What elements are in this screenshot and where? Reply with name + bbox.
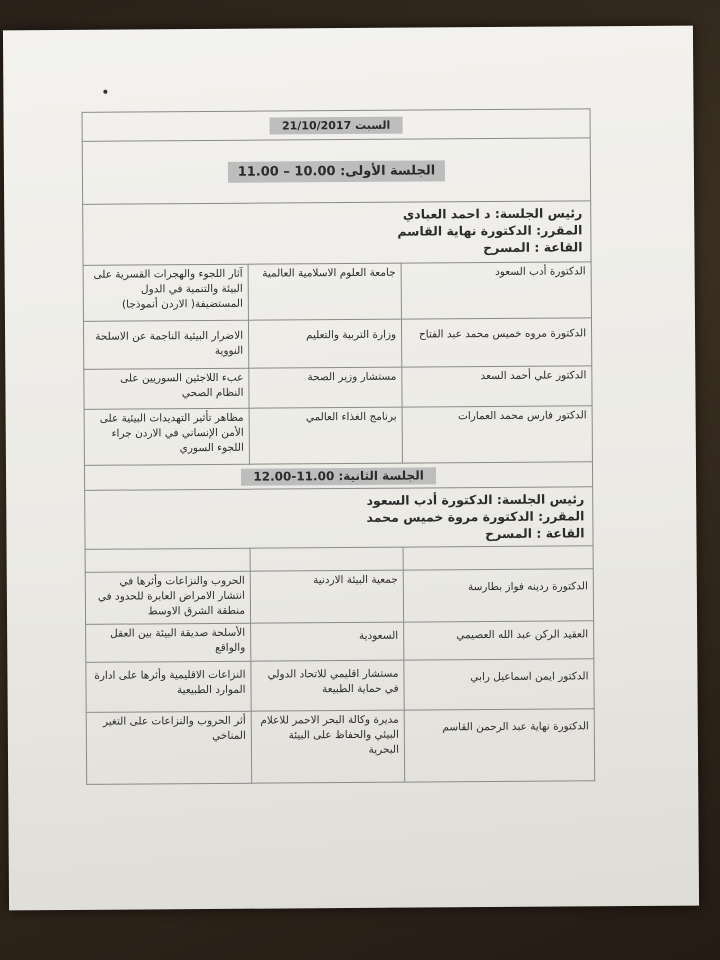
ink-dot bbox=[103, 90, 107, 94]
speaker-name: الدكتور فارس محمد العمارات bbox=[402, 406, 592, 463]
table-row bbox=[83, 318, 591, 370]
session1-rapporteur: المقرر: الدكتورة نهاية القاسم bbox=[397, 222, 583, 239]
table-row bbox=[84, 406, 592, 466]
speaker-org: مستشار وزير الصحة bbox=[249, 367, 402, 408]
speaker-name: الدكتورة أدب السعود bbox=[401, 262, 591, 319]
table-row bbox=[86, 709, 595, 785]
session1-hall: القاعة : المسرح bbox=[483, 239, 583, 256]
speaker-org: جامعة العلوم الاسلامية العالمية bbox=[248, 263, 401, 320]
session1-chair: رئيس الجلسة: د احمد العبادي bbox=[402, 205, 583, 222]
speaker-topic: الحروب والنزاعات وأثرها في انتشار الامراض العابرة للحدود في منطقة الشرق الاوسط bbox=[85, 571, 250, 624]
speaker-org: برنامج الغذاء العالمي bbox=[249, 407, 402, 464]
speaker-topic: أثر الحروب والنزاعات على التغير المناخي bbox=[86, 711, 252, 784]
speaker-name: الدكتور ايمن اسماعيل رابي bbox=[404, 659, 594, 710]
speaker-org: مستشار اقليمي للاتحاد الدولي في حماية الطبيعة bbox=[251, 660, 404, 711]
session2-rapporteur: المقرر: الدكتورة مروة خميس محمد bbox=[366, 508, 585, 525]
session2-chair: رئيس الجلسة: الدكتورة أدب السعود bbox=[366, 491, 585, 508]
speaker-name: الدكتورة مروه خميس محمد عبد الفتاح bbox=[401, 318, 591, 367]
speaker-topic: عبء اللاجئين السوريين على النظام الصحي bbox=[84, 368, 249, 409]
speaker-name: الدكتورة ردينه فواز بطارسة bbox=[403, 569, 593, 622]
table-row bbox=[86, 659, 594, 713]
document-page bbox=[3, 26, 699, 911]
session2-hall: القاعة : المسرح bbox=[485, 525, 585, 542]
speaker-name: العقيد الركن عبد الله العصيمي bbox=[404, 621, 594, 660]
table-row bbox=[86, 621, 594, 663]
speaker-topic: الأسلحة صديقة البيئة بين العقل والواقع bbox=[86, 623, 251, 662]
speaker-name: الدكتور علي أحمد السعد bbox=[402, 366, 592, 407]
session1-title: الجلسة الأولى: 10.00 – 11.00 bbox=[228, 160, 446, 183]
table-row bbox=[84, 366, 592, 410]
speaker-topic: آثار اللجوء والهجرات القسرية على البيئة والتنمية في الدول المستضيفة( الاردن أنموذجا) bbox=[83, 264, 248, 321]
speaker-org: وزارة التربية والتعليم bbox=[248, 319, 401, 368]
schedule-table bbox=[82, 108, 596, 785]
speaker-topic: النزاعات الاقليمية وأثرها على ادارة الموارد الطبيعية bbox=[86, 661, 251, 712]
date-label: السبت 21/10/2017 bbox=[270, 116, 402, 134]
speaker-org: مديرة وكالة البحر الاحمر للاعلام البيئي والحفاظ على البيئة البحرية bbox=[251, 710, 404, 783]
speaker-name: الدكتورة نهاية عبد الرحمن القاسم bbox=[404, 709, 594, 782]
session1-heading-cell bbox=[82, 138, 590, 205]
session2-info bbox=[85, 487, 593, 550]
speaker-org: جمعية البيئة الاردنية bbox=[250, 570, 403, 623]
session1-info bbox=[83, 201, 591, 266]
speaker-topic: الاضرار البيئية الناجمة عن الاسلحة النووية bbox=[83, 320, 248, 369]
session2-title: الجلسة الثانية: 11.00-12.00 bbox=[241, 467, 436, 485]
session2-heading-cell bbox=[84, 462, 592, 491]
speaker-org: السعودية bbox=[251, 622, 404, 661]
table-row bbox=[85, 569, 593, 625]
table-row bbox=[83, 262, 591, 322]
speaker-topic: مظاهر تأثير التهديدات البيئية على الأمن الإنساني في الاردن جراء اللجوء السوري bbox=[84, 408, 249, 465]
date-cell bbox=[82, 109, 590, 142]
